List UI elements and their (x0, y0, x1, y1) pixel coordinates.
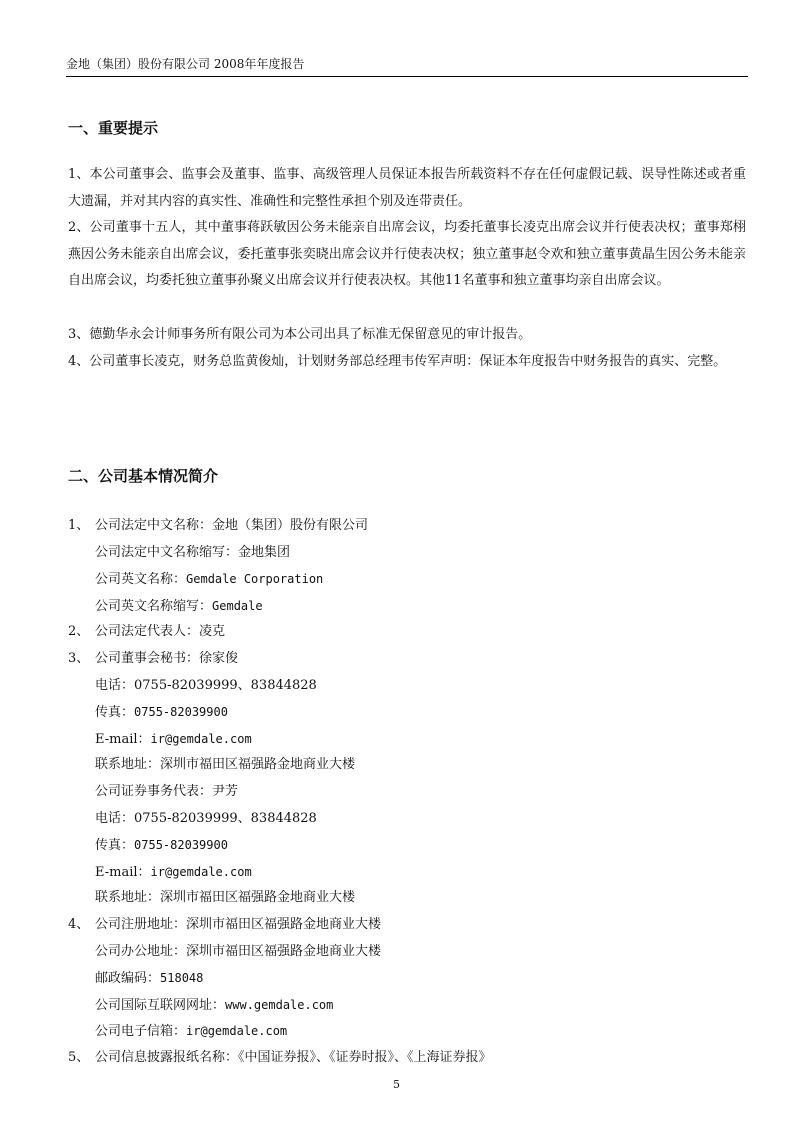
info-row-text (95, 540, 290, 567)
info-value: ir@gemdale.com (150, 864, 252, 879)
info-row (68, 912, 748, 939)
info-row (68, 673, 748, 700)
info-value: 0755-82039900 (134, 705, 228, 720)
info-label: E-mail： (95, 731, 151, 747)
info-row (68, 806, 748, 833)
info-label: 电话： (95, 810, 135, 826)
info-row-text (95, 806, 317, 833)
info-value: 518048 (160, 971, 204, 986)
notice-paragraph: 4、公司董事长凌克，财务总监黄俊灿，计划财务部总经理韦传军声明：保证本年度报告中财务报告的真实、完整。 (68, 354, 727, 369)
info-value: 深圳市福田区福强路金地商业大楼 (186, 916, 382, 932)
info-row (68, 965, 748, 992)
info-value: www.gemdale.com (225, 997, 334, 1012)
info-row-text (95, 513, 368, 540)
info-value: 金地集团 (238, 544, 291, 560)
info-row-text (95, 912, 381, 939)
info-label: 传真： (95, 705, 135, 721)
info-value: ir@gemdale.com (186, 1024, 288, 1039)
info-row-number: 1、 (68, 518, 90, 533)
info-row (68, 513, 748, 540)
info-label: 公司电子信箱： (95, 1024, 187, 1040)
info-row-text (95, 646, 238, 673)
notice-paragraph: 1、本公司董事会、监事会及董事、监事、高级管理人员保证本报告所载资料不存在任何虚假记载、误导性陈述或者重大遗漏，并对其内容的真实性、准确性和完整性承担个别及连带责任。 (68, 167, 746, 209)
company-info-list (68, 513, 748, 1071)
info-value: 0755-82039999、83844828 (134, 677, 317, 693)
page-header (66, 56, 748, 77)
info-value: Gemdale (212, 598, 263, 613)
info-row (68, 832, 748, 859)
info-label: 电话： (95, 677, 135, 693)
info-row (68, 566, 748, 593)
info-label: 公司法定中文名称缩写： (95, 544, 239, 560)
info-label: 公司国际互联网网址： (95, 997, 226, 1013)
notice-paragraph: 3、德勤华永会计师事务所有限公司为本公司出具了标准无保留意见的审计报告。 (68, 327, 532, 342)
info-row-text (95, 1018, 287, 1046)
info-label: 公司办公地址： (95, 943, 187, 959)
info-row (68, 619, 748, 646)
info-label: 联系地址： (95, 757, 161, 773)
info-value: 徐家俊 (199, 650, 239, 666)
info-row-text (95, 859, 252, 887)
info-label: 邮政编码： (95, 971, 161, 987)
info-row-text (95, 619, 225, 646)
info-value: ir@gemdale.com (150, 731, 252, 746)
info-label: 联系地址： (95, 890, 161, 906)
info-row (68, 699, 748, 726)
info-row-number: 3、 (68, 650, 90, 666)
info-label: 公司董事会秘书： (95, 650, 200, 666)
info-row-text (95, 673, 317, 700)
section-company-profile-title: 二、公司基本情况简介 (68, 467, 219, 485)
info-row (68, 992, 748, 1019)
info-label: 公司法定代表人： (95, 624, 200, 640)
info-row (68, 859, 748, 886)
info-row-text (95, 992, 333, 1020)
info-value: 0755-82039999、83844828 (134, 810, 317, 826)
info-row-text (95, 752, 355, 779)
page-number: 5 (393, 1078, 400, 1091)
info-row (68, 726, 748, 753)
info-value: 尹芳 (212, 783, 239, 799)
info-row (68, 1018, 748, 1045)
info-row (68, 1045, 748, 1072)
info-label: 公司英文名称： (95, 572, 187, 588)
info-value: Gemdale Corporation (186, 572, 324, 587)
info-value: 深圳市福田区福强路金地商业大楼 (160, 890, 356, 906)
info-label: 传真： (95, 838, 135, 854)
info-label: 公司法定中文名称： (95, 518, 213, 533)
info-row-text (95, 965, 203, 993)
info-row (68, 540, 748, 567)
info-label: 公司注册地址： (95, 916, 187, 932)
info-label: 公司英文名称缩写： (95, 598, 213, 614)
info-value: 0755-82039900 (134, 838, 228, 853)
report-title: 金地（集团）股份有限公司 2008年年度报告 (66, 57, 305, 71)
info-label: 公司信息披露报纸名称： (95, 1049, 239, 1065)
info-row (68, 885, 748, 912)
info-row (68, 593, 748, 620)
info-label: E-mail： (95, 864, 151, 880)
info-row (68, 752, 748, 779)
info-row-number: 5、 (68, 1049, 90, 1065)
info-row (68, 779, 748, 806)
info-row (68, 646, 748, 673)
section-important-notice-title: 一、重要提示 (68, 119, 159, 137)
info-value: 深圳市福田区福强路金地商业大楼 (160, 757, 356, 773)
info-label: 公司证券事务代表： (95, 783, 213, 799)
notice-paragraph: 2、公司董事十五人，其中董事蒋跃敏因公务未能亲自出席会议，均委托董事长凌克出席会议并行使表决权；董事郑栩燕因公务未能亲自出席会议，委托董事张奕晓出席会议并行使表决权；独立董事赵令欢和独立董事黄晶生因公务未能亲自出席会议，均委托独立董事孙聚义出席会议并行使表决权。其他11名董事和独立董事均亲自出席会议。 (68, 220, 746, 288)
info-row-text (95, 832, 228, 860)
info-value: 凌克 (199, 624, 226, 640)
info-row-number: 2、 (68, 624, 90, 640)
info-value: 金地（集团）股份有限公司 (212, 518, 369, 533)
info-row-text (95, 779, 238, 806)
info-row-number: 4、 (68, 916, 90, 932)
info-row-text (95, 566, 323, 594)
info-row-text (95, 1045, 492, 1072)
info-row-text (95, 699, 228, 727)
info-value: 深圳市福田区福强路金地商业大楼 (186, 943, 382, 959)
info-row-text (95, 593, 263, 621)
info-row (68, 939, 748, 966)
info-row-text (95, 885, 355, 912)
info-value: 《中国证券报》、《证券时报》、《上海证券报》 (238, 1049, 492, 1065)
info-row-text (95, 726, 252, 754)
info-row-text (95, 939, 381, 966)
